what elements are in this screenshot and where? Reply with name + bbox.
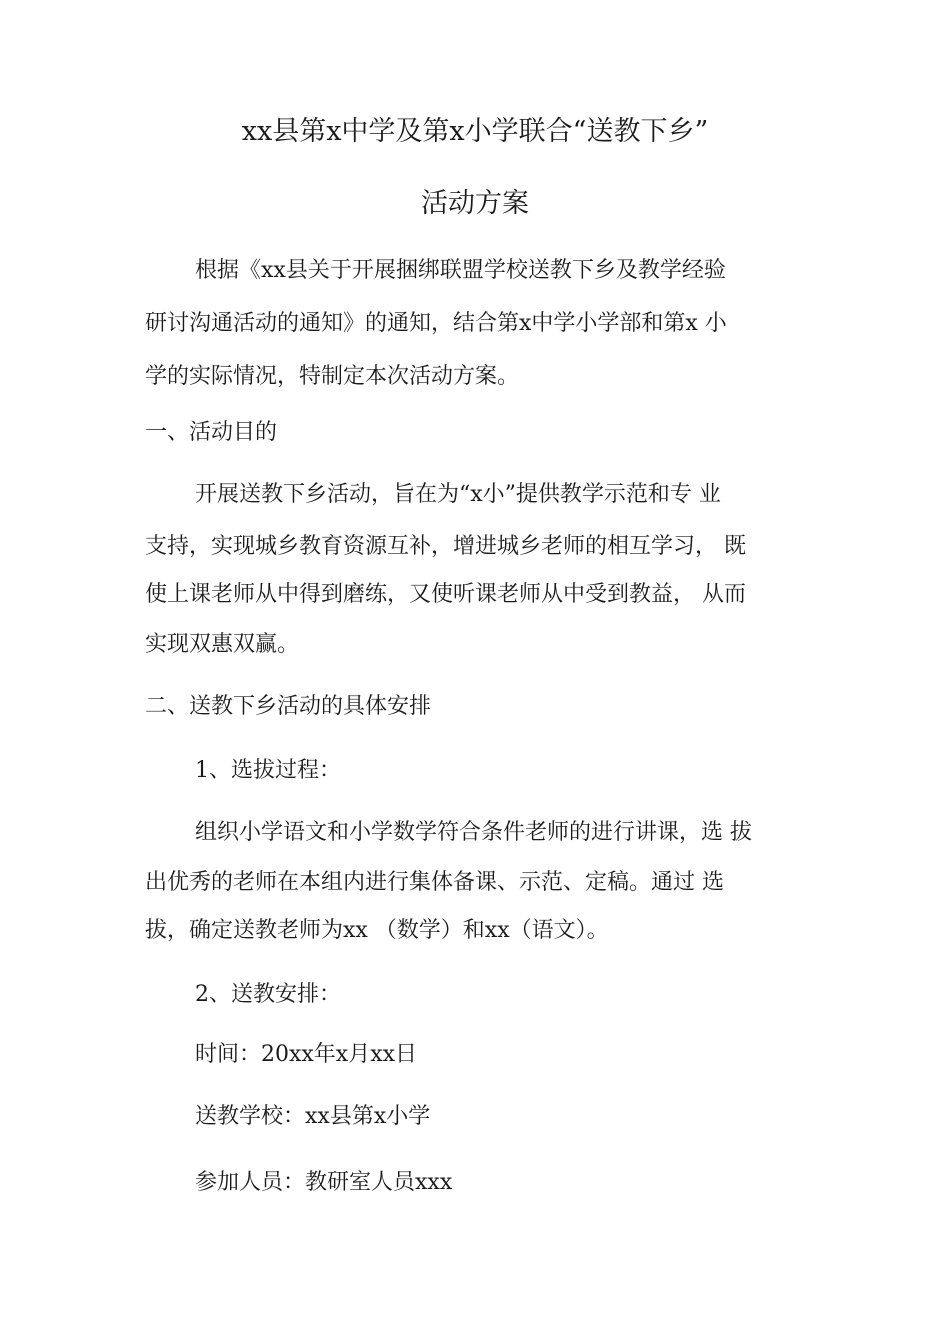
section-heading-purpose: 一、活动目的 — [145, 420, 278, 445]
schedule-time: 时间：20xx年x月xx日 — [195, 1042, 418, 1067]
selection-paragraph-line: 组织小学语文和小学数学符合条件老师的进行讲课，选 拔 — [195, 820, 752, 845]
selection-paragraph-line: 拔，确定送教老师为xx （数学）和xx（语文）。 — [145, 918, 609, 943]
purpose-paragraph-line: 支持，实现城乡教育资源互补，增进城乡老师的相互学习， 既 — [145, 534, 746, 559]
schedule-school: 送教学校：xx县第x小学 — [195, 1104, 431, 1129]
schedule-participants: 参加人员：教研室人员xxx — [195, 1170, 453, 1195]
intro-paragraph-line: 根据《xx县关于开展捆绑联盟学校送教下乡及教学经验 — [195, 258, 726, 283]
intro-paragraph-line: 研讨沟通活动的通知》的通知，结合第x中学小学部和第x 小 — [145, 311, 727, 336]
selection-paragraph-line: 出优秀的老师在本组内进行集体备课、示范、定稿。通过 选 — [145, 870, 724, 895]
subsection-heading-schedule: 2、送教安排： — [195, 982, 341, 1007]
purpose-paragraph-line: 开展送教下乡活动，旨在为“x小”提供教学示范和专 业 — [195, 482, 721, 507]
purpose-paragraph-line: 实现双惠双赢。 — [145, 632, 300, 657]
document-title: xx县第x中学及第x小学联合“送教下乡” — [241, 116, 709, 147]
document-title-line2: 活动方案 — [421, 188, 529, 219]
intro-paragraph-line: 学的实际情况，特制定本次活动方案。 — [145, 364, 520, 389]
purpose-paragraph-line: 使上课老师从中得到磨练，又使听课老师从中受到教益， 从而 — [145, 582, 746, 607]
subsection-heading-selection: 1、选拔过程： — [195, 758, 341, 783]
section-heading-arrangement: 二、送教下乡活动的具体安排 — [145, 694, 432, 719]
